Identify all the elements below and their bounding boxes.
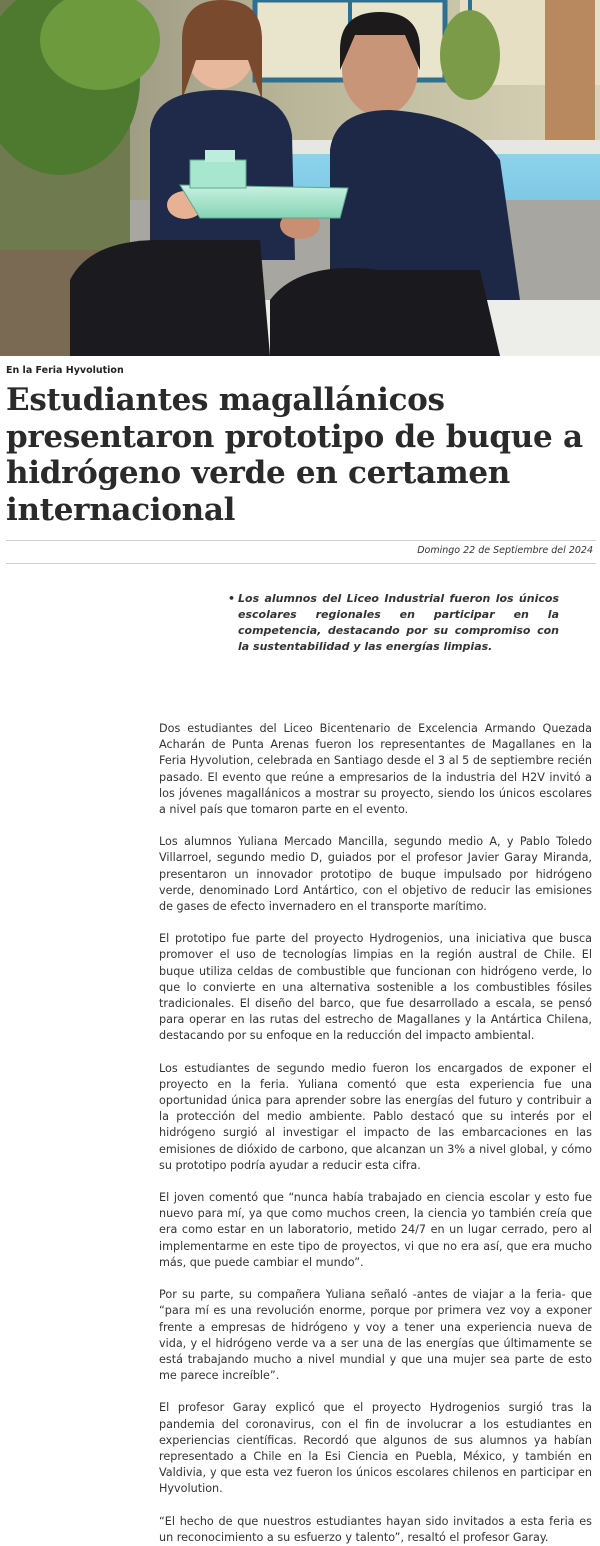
article-kicker: En la Feria Hyvolution [6,365,124,376]
article-headline: Estudiantes magallánicos presentaron prototipo de buque a hidrógeno verde en certamen internacional [6,382,583,528]
students-with-boat-prototype-illustration [0,0,600,356]
summary-bullet: • Los alumnos del Liceo Industrial fueron los únicos escolares regionales en participar en la competencia, destacando por su compromiso con la sustentabilidad y las energías limpias. [228,591,559,655]
article-body [159,721,592,1546]
body-paragraph: Por su parte, su compañera Yuliana señaló -antes de viajar a la feria- que “para mí es una revolución enorme, porque por primera vez voy a exponer frente a empresas de hidrógeno y voy a tener una experiencia nueva de vida, y el hidrógeno verde va a ser una de las energías que últimamente se está trabajando mucho a nivel mundial y que una mujer sea parte de esto me parece increíble”. [159,1288,592,1383]
body-paragraph: Los estudiantes de segundo medio fueron los encargados de exponer el proyecto en la feria. Yuliana comentó que esta experiencia fue una oportunidad única para aprender sobre las energías del futuro y contribuir a la protección del medio ambiente. Pablo destacó que su interés por el hidrógeno surgió al investigar el impacto de las embarcaciones en las emisiones de dióxido de carbono, que alcanzan un 3% a nivel global, y cómo su prototipo podría ayudar a reducir esta cifra. [159,1061,592,1172]
body-paragraph: Dos estudiantes del Liceo Bicentenario de Excelencia Armando Quezada Acharán de Punta Arenas fueron los representantes de Magallanes en la Feria Hyvolution, celebrada en Santiago desde el 3 al 5 de septiembre recién pasado. El evento que reúne a empresarios de la industria del H2V invitó a los jóvenes magallánicos a mostrar su proyecto, siendo los únicos escolares a nivel país que tomaron parte en el evento. [159,722,592,817]
body-paragraph: El prototipo fue parte del proyecto Hydrogenios, una iniciativa que busca promover el uso de tecnologías limpias en la región austral de Chile. El buque utiliza celdas de combustible que funcionan con hidrógeno verde, lo que lo convierte en una alternativa sostenible a los combustibles fósiles tradicionales. El diseño del barco, que fue desarrollado a escala, se pensó para operar en las rutas del estrecho de Magallanes y la Antártica Chilena, destacando por su enfoque en la reducción del impacto ambiental. [159,932,592,1043]
body-paragraph: Los alumnos Yuliana Mercado Mancilla, segundo medio A, y Pablo Toledo Villarroel, segundo medio D, guiados por el profesor Javier Garay Miranda, presentaron un innovador prototipo de buque impulsado por hidrógeno verde, denominado Lord Antártico, con el objetivo de reducir las emisiones de gases de efecto invernadero en el transporte marítimo. [159,835,592,914]
hero-photo [0,0,600,356]
body-paragraph: El joven comentó que “nunca había trabajado en ciencia escolar y esto fue nuevo para mí, ya que como muchos creen, la ciencia yo también creía que era como estar en un laboratorio, metido 24/7 en un lugar cerrado, pero al implementarme en este tipo de proyectos, vi que no era así, que era mucho más, que puede cambiar el mundo”. [159,1191,592,1269]
date-bar [6,540,596,564]
article-summary [228,591,559,655]
body-paragraph: “El hecho de que nuestros estudiantes hayan sido invitados a esta feria es un reconocimiento a su esfuerzo y talento”, resaltó el profesor Garay. [159,1514,592,1544]
body-paragraph: El profesor Garay explicó que el proyecto Hydrogenios surgió tras la pandemia del coronavirus, con el fin de involucrar a los estudiantes en experiencias científicas. Recordó que algunos de sus alumnos ya habían representado a Chile en la Esi Ciencia en Puebla, México, y también en Valdivia, y que esta vez fueron los únicos escolares chilenos en participar en Hyvolution. [159,1401,592,1496]
publication-date: Domingo 22 de Septiembre del 2024 [417,545,593,556]
